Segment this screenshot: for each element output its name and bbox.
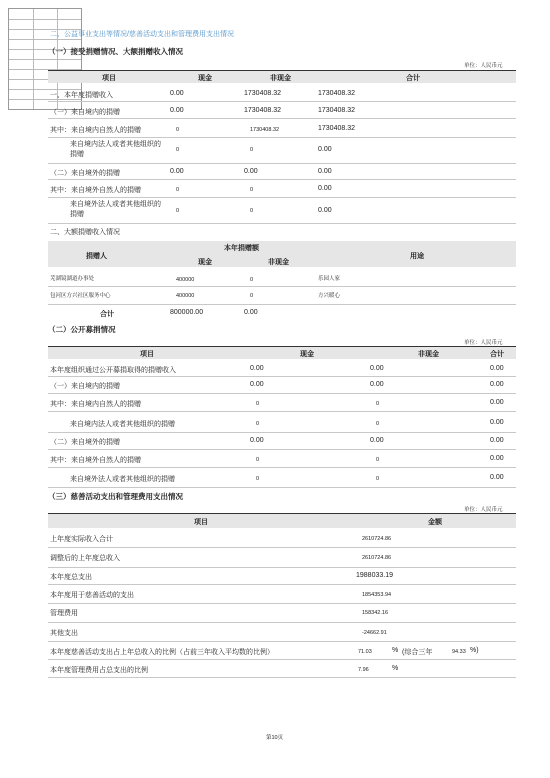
col-item: 项目 <box>102 75 116 82</box>
section3-title: （三）慈善活动支出和管理费用支出情况 <box>48 492 183 501</box>
section1-title: （一）接受捐赠情况、大额捐赠收入情况 <box>48 47 183 56</box>
section1-header <box>48 71 516 83</box>
cell: 0 <box>176 208 180 214</box>
table-row-label: （一）来自境内的捐赠 <box>50 383 120 390</box>
cell: % <box>392 665 399 672</box>
section2-title: （二）公开募捐情况 <box>48 325 116 334</box>
table-row-label: （一）来自境内的捐赠 <box>50 109 120 116</box>
cell: 94.33 <box>452 649 466 655</box>
ratio-label: 本年度慈善活动支出占上年总收入的比例（占前三年收入平均数的比例） <box>50 649 274 656</box>
table-row-label: 调整后的上年度总收入 <box>50 555 120 562</box>
col-noncash: 非现金 <box>270 75 291 82</box>
col-noncash: 非现金 <box>268 259 289 266</box>
cell: 71.03 <box>358 649 372 655</box>
cell: 0.00 <box>490 455 504 462</box>
cell: -24662.91 <box>362 630 387 636</box>
table-row-label: 一、本年度捐赠收入 <box>50 92 113 99</box>
cell: 0.00 <box>490 437 504 444</box>
cell: 0.00 <box>370 365 384 372</box>
large-donation-header <box>48 241 516 267</box>
cell: 1730408.32 <box>244 107 281 114</box>
total-label: 合计 <box>100 311 114 318</box>
cell: 0.00 <box>318 185 332 192</box>
cell: 1730408.32 <box>244 90 281 97</box>
cell: 方兴暖心 <box>318 293 341 299</box>
table-row-label: 管理费用 <box>50 610 78 617</box>
cell: % <box>392 647 399 654</box>
cell: 1730408.32 <box>318 125 355 132</box>
donor: 芜湖镜湖道办事处 <box>50 276 95 282</box>
table-row-label: （二）来自境外的捐赠 <box>50 439 120 446</box>
cell: 0 <box>376 457 380 463</box>
table-row-label: 来自境内法人或者其他组织的捐赠 <box>70 141 161 158</box>
col-item: 项目 <box>140 351 154 358</box>
cell: 0.00 <box>250 437 264 444</box>
large-donation-title: 二、大额捐赠收入情况 <box>50 229 120 236</box>
cell: 2610724.86 <box>362 555 392 561</box>
cell: 0 <box>250 277 254 283</box>
cell: 0.00 <box>250 365 264 372</box>
cell: 0 <box>250 208 254 214</box>
table-row-label: 来自境外法人或者其他组织的捐赠 <box>70 201 161 218</box>
section3-unit: 单位：人民币元 <box>464 507 503 513</box>
cell: 0.00 <box>490 381 504 388</box>
cell: 0 <box>250 293 254 299</box>
col-item: 项目 <box>194 519 208 526</box>
cell: 0 <box>256 476 260 482</box>
table-row-label: 其中：来自境内自然人的捐赠 <box>50 401 141 408</box>
col-noncash: 非现金 <box>418 351 439 358</box>
cell: 0.00 <box>490 399 504 406</box>
cell: 0.00 <box>490 474 504 481</box>
cell: %) <box>470 647 479 654</box>
cell: 1988033.19 <box>356 572 393 579</box>
cell: 400000 <box>176 293 195 299</box>
cell: 0.00 <box>370 381 384 388</box>
col-donor: 捐赠人 <box>86 253 107 260</box>
table-row-label: 其中：来自境内自然人的捐赠 <box>50 127 141 134</box>
col-amount: 金额 <box>428 519 442 526</box>
col-amount: 本年捐赠额 <box>224 245 259 252</box>
table-row-label: 上年度实际收入合计 <box>50 536 113 543</box>
cell: 0.00 <box>318 207 332 214</box>
section2-unit: 单位：人民币元 <box>464 340 503 346</box>
cell: 0 <box>250 147 254 153</box>
cell: 乐园人家 <box>318 276 341 282</box>
cell: 1854353.94 <box>362 592 392 598</box>
donor: 包河区方兴社区服务中心 <box>50 293 111 299</box>
col-cash: 现金 <box>300 351 314 358</box>
cell: 0 <box>176 187 180 193</box>
cell: 0.00 <box>370 437 384 444</box>
col-cash: 现金 <box>198 259 212 266</box>
cell: 0 <box>256 457 260 463</box>
cell: 0 <box>250 187 254 193</box>
cell: (综合三年 <box>402 649 433 656</box>
cell: 1730408.32 <box>318 90 355 97</box>
cell: 0.00 <box>318 146 332 153</box>
cell: 1730408.32 <box>250 127 280 133</box>
table-row-label: 其中：来自境外自然人的捐赠 <box>50 457 141 464</box>
table-row-label: 本年度用于慈善活动的支出 <box>50 592 134 599</box>
cell: 0 <box>376 421 380 427</box>
table-row-label: 本年度组织通过公开募捐取得的捐赠收入 <box>50 367 176 374</box>
breadcrumb: 二、公益事业支出等情况/慈善活动支出和管理费用支出情况 <box>50 31 234 38</box>
page-number: 第10页 <box>266 735 284 741</box>
table-row-label: 来自境内法人或者其他组织的捐赠 <box>70 421 175 428</box>
table-row-label: 来自境外法人或者其他组织的捐赠 <box>70 476 175 483</box>
col-use: 用途 <box>410 253 424 260</box>
section2-header <box>48 347 516 359</box>
cell: 0.00 <box>244 168 258 175</box>
cell: 0.00 <box>250 381 264 388</box>
cell: 800000.00 <box>170 309 204 316</box>
cell: 0 <box>256 421 260 427</box>
cell: 7.96 <box>358 667 369 673</box>
table-row-label: （二）来自境外的捐赠 <box>50 170 120 177</box>
cell: 0.00 <box>318 168 332 175</box>
cell: 0.00 <box>170 168 184 175</box>
cell: 0.00 <box>490 419 504 426</box>
cell: 0.00 <box>244 309 258 316</box>
cell: 0.00 <box>170 107 184 114</box>
cell: 0.00 <box>490 365 504 372</box>
col-total: 合计 <box>490 351 504 358</box>
cell: 0.00 <box>170 90 184 97</box>
table-row-label: 本年度总支出 <box>50 574 92 581</box>
table-row-label: 其中：来自境外自然人的捐赠 <box>50 187 141 194</box>
cell: 0 <box>176 127 180 133</box>
col-cash: 现金 <box>198 75 212 82</box>
cell: 0 <box>256 401 260 407</box>
cell: 0 <box>376 476 380 482</box>
cell: 2610724.86 <box>362 536 392 542</box>
cell: 0 <box>376 401 380 407</box>
table-row-label: 其他支出 <box>50 630 78 637</box>
section1-unit: 单位：人民币元 <box>464 63 503 69</box>
cell: 400000 <box>176 277 195 283</box>
section3-header <box>48 514 516 528</box>
ratio-label: 本年度管理费用占总支出的比例 <box>50 667 148 674</box>
cell: 1730408.32 <box>318 107 355 114</box>
col-total: 合计 <box>406 75 420 82</box>
cell: 158342.16 <box>362 610 388 616</box>
cell: 0 <box>176 147 180 153</box>
